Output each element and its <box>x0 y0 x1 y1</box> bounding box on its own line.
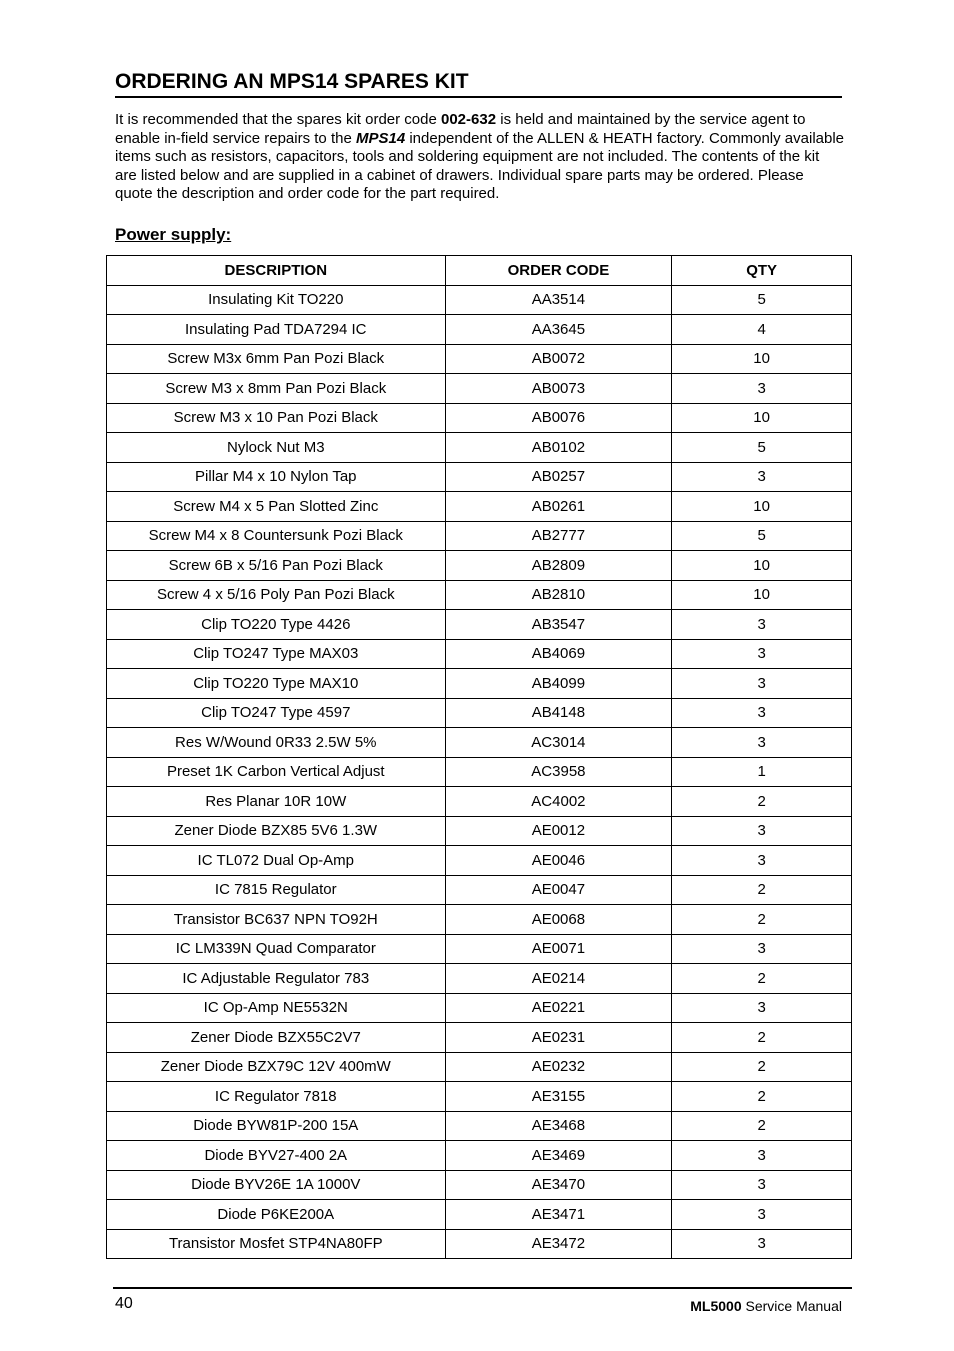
table-row <box>107 639 852 669</box>
cell-description: Clip TO220 Type 4426 <box>107 610 446 640</box>
cell-order-code: AB0257 <box>445 462 672 492</box>
cell-order-code: AE3468 <box>445 1111 672 1141</box>
cell-description: Preset 1K Carbon Vertical Adjust <box>107 757 446 787</box>
table-row <box>107 875 852 905</box>
page-number: 40 <box>115 1295 133 1312</box>
cell-description: IC Regulator 7818 <box>107 1082 446 1112</box>
intro-paragraph <box>115 111 845 204</box>
cell-description: Insulating Pad TDA7294 IC <box>107 315 446 345</box>
cell-qty: 3 <box>672 728 852 758</box>
cell-description: Zener Diode BZX79C 12V 400mW <box>107 1052 446 1082</box>
kit-order-code: 002-632 <box>441 111 497 128</box>
parts-table <box>106 255 852 1259</box>
table-row <box>107 1052 852 1082</box>
cell-order-code: AB2777 <box>445 521 672 551</box>
cell-description: IC LM339N Quad Comparator <box>107 934 446 964</box>
cell-qty: 4 <box>672 315 852 345</box>
table-row <box>107 728 852 758</box>
cell-qty: 3 <box>672 846 852 876</box>
cell-order-code: AA3514 <box>445 285 672 315</box>
table-row <box>107 846 852 876</box>
cell-description: Pillar M4 x 10 Nylon Tap <box>107 462 446 492</box>
cell-qty: 2 <box>672 1052 852 1082</box>
cell-description: IC Op-Amp NE5532N <box>107 993 446 1023</box>
cell-order-code: AE3155 <box>445 1082 672 1112</box>
cell-qty: 3 <box>672 374 852 404</box>
cell-order-code: AC3014 <box>445 728 672 758</box>
manual-name <box>690 1298 842 1314</box>
cell-description: Transistor Mosfet STP4NA80FP <box>107 1229 446 1259</box>
cell-description: IC Adjustable Regulator 783 <box>107 964 446 994</box>
cell-qty: 3 <box>672 698 852 728</box>
cell-description: Clip TO220 Type MAX10 <box>107 669 446 699</box>
table-row <box>107 934 852 964</box>
cell-qty: 3 <box>672 1170 852 1200</box>
table-row <box>107 610 852 640</box>
cell-qty: 2 <box>672 905 852 935</box>
cell-qty: 10 <box>672 492 852 522</box>
cell-description: IC 7815 Regulator <box>107 875 446 905</box>
cell-qty: 10 <box>672 551 852 581</box>
cell-order-code: AE0068 <box>445 905 672 935</box>
table-row <box>107 344 852 374</box>
section-heading: Power supply: <box>115 225 232 244</box>
table-row <box>107 669 852 699</box>
cell-order-code: AE0046 <box>445 846 672 876</box>
cell-qty: 3 <box>672 816 852 846</box>
cell-description: Insulating Kit TO220 <box>107 285 446 315</box>
cell-order-code: AB3547 <box>445 610 672 640</box>
table-row <box>107 492 852 522</box>
cell-description: Clip TO247 Type MAX03 <box>107 639 446 669</box>
cell-description: Screw M4 x 5 Pan Slotted Zinc <box>107 492 446 522</box>
cell-description: Diode P6KE200A <box>107 1200 446 1230</box>
table-row <box>107 698 852 728</box>
cell-order-code: AB2810 <box>445 580 672 610</box>
table-row <box>107 374 852 404</box>
table-row <box>107 1141 852 1171</box>
cell-qty: 3 <box>672 1141 852 1171</box>
cell-order-code: AE3470 <box>445 1170 672 1200</box>
cell-description: Screw M3 x 8mm Pan Pozi Black <box>107 374 446 404</box>
cell-qty: 3 <box>672 639 852 669</box>
cell-qty: 3 <box>672 1200 852 1230</box>
cell-qty: 5 <box>672 285 852 315</box>
table-row <box>107 993 852 1023</box>
cell-order-code: AB2809 <box>445 551 672 581</box>
header-order-code: ORDER CODE <box>445 256 672 286</box>
table-row <box>107 1023 852 1053</box>
cell-description: Clip TO247 Type 4597 <box>107 698 446 728</box>
cell-qty: 3 <box>672 993 852 1023</box>
cell-order-code: AE0221 <box>445 993 672 1023</box>
manual-title: Service Manual <box>741 1298 842 1314</box>
cell-qty: 3 <box>672 669 852 699</box>
cell-order-code: AB0073 <box>445 374 672 404</box>
cell-order-code: AE0047 <box>445 875 672 905</box>
cell-qty: 3 <box>672 462 852 492</box>
manual-model: ML5000 <box>690 1298 742 1314</box>
table-row <box>107 1082 852 1112</box>
table-row <box>107 1200 852 1230</box>
cell-order-code: AE3471 <box>445 1200 672 1230</box>
cell-qty: 2 <box>672 1111 852 1141</box>
table-row <box>107 757 852 787</box>
cell-order-code: AE0071 <box>445 934 672 964</box>
cell-description: Nylock Nut M3 <box>107 433 446 463</box>
table-row <box>107 964 852 994</box>
cell-order-code: AC4002 <box>445 787 672 817</box>
cell-description: Screw M4 x 8 Countersunk Pozi Black <box>107 521 446 551</box>
header-qty: QTY <box>672 256 852 286</box>
cell-qty: 2 <box>672 1023 852 1053</box>
header-description: DESCRIPTION <box>107 256 446 286</box>
table-row <box>107 816 852 846</box>
cell-order-code: AB4099 <box>445 669 672 699</box>
table-row <box>107 580 852 610</box>
cell-description: Screw M3x 6mm Pan Pozi Black <box>107 344 446 374</box>
cell-qty: 3 <box>672 610 852 640</box>
cell-qty: 5 <box>672 521 852 551</box>
table-row <box>107 521 852 551</box>
table-row <box>107 462 852 492</box>
table-row <box>107 551 852 581</box>
cell-qty: 10 <box>672 344 852 374</box>
cell-order-code: AE3469 <box>445 1141 672 1171</box>
cell-description: Screw M3 x 10 Pan Pozi Black <box>107 403 446 433</box>
table-row <box>107 1170 852 1200</box>
table-row <box>107 433 852 463</box>
cell-qty: 10 <box>672 403 852 433</box>
footer-rule <box>113 1287 852 1289</box>
cell-order-code: AB4148 <box>445 698 672 728</box>
cell-order-code: AE0232 <box>445 1052 672 1082</box>
cell-qty: 10 <box>672 580 852 610</box>
cell-order-code: AE0231 <box>445 1023 672 1053</box>
cell-qty: 2 <box>672 1082 852 1112</box>
cell-description: IC TL072 Dual Op-Amp <box>107 846 446 876</box>
cell-qty: 3 <box>672 1229 852 1259</box>
cell-description: Diode BYW81P-200 15A <box>107 1111 446 1141</box>
table-row <box>107 403 852 433</box>
cell-order-code: AE0214 <box>445 964 672 994</box>
product-name: MPS14 <box>355 129 406 147</box>
intro-text-1: It is recommended that the spares kit order code <box>115 111 441 128</box>
cell-description: Zener Diode BZX55C2V7 <box>107 1023 446 1053</box>
cell-description: Res W/Wound 0R33 2.5W 5% <box>107 728 446 758</box>
cell-description: Screw 6B x 5/16 Pan Pozi Black <box>107 551 446 581</box>
table-row <box>107 1229 852 1259</box>
cell-order-code: AB4069 <box>445 639 672 669</box>
table-row <box>107 1111 852 1141</box>
cell-description: Diode BYV27-400 2A <box>107 1141 446 1171</box>
cell-order-code: AB0072 <box>445 344 672 374</box>
cell-qty: 3 <box>672 934 852 964</box>
table-header-row <box>107 256 852 286</box>
intro-text-3: independent of the ALLEN & HEATH factory. Commonly available items such as resistors, capacitors, tools and soldering equipment are not included. The contents of the kit are listed below and are supplied in a cabinet of drawers. Individual spare parts may be ordered. Please quote the description and order code for the part required. <box>115 129 845 202</box>
cell-qty: 5 <box>672 433 852 463</box>
cell-order-code: AA3645 <box>445 315 672 345</box>
page-title: ORDERING AN MPS14 SPARES KIT <box>115 68 842 98</box>
cell-order-code: AB0076 <box>445 403 672 433</box>
intro-text-2: is held and maintained by the service agent to enable in-field service repairs to the <box>115 111 806 147</box>
table-row <box>107 285 852 315</box>
cell-qty: 2 <box>672 964 852 994</box>
cell-description: Zener Diode BZX85 5V6 1.3W <box>107 816 446 846</box>
cell-description: Transistor BC637 NPN TO92H <box>107 905 446 935</box>
cell-description: Screw 4 x 5/16 Poly Pan Pozi Black <box>107 580 446 610</box>
cell-order-code: AE0012 <box>445 816 672 846</box>
cell-order-code: AB0102 <box>445 433 672 463</box>
cell-qty: 2 <box>672 787 852 817</box>
table-row <box>107 787 852 817</box>
cell-description: Res Planar 10R 10W <box>107 787 446 817</box>
cell-order-code: AC3958 <box>445 757 672 787</box>
cell-order-code: AB0261 <box>445 492 672 522</box>
cell-qty: 2 <box>672 875 852 905</box>
cell-order-code: AE3472 <box>445 1229 672 1259</box>
cell-description: Diode BYV26E 1A 1000V <box>107 1170 446 1200</box>
cell-qty: 1 <box>672 757 852 787</box>
table-row <box>107 315 852 345</box>
table-row <box>107 905 852 935</box>
